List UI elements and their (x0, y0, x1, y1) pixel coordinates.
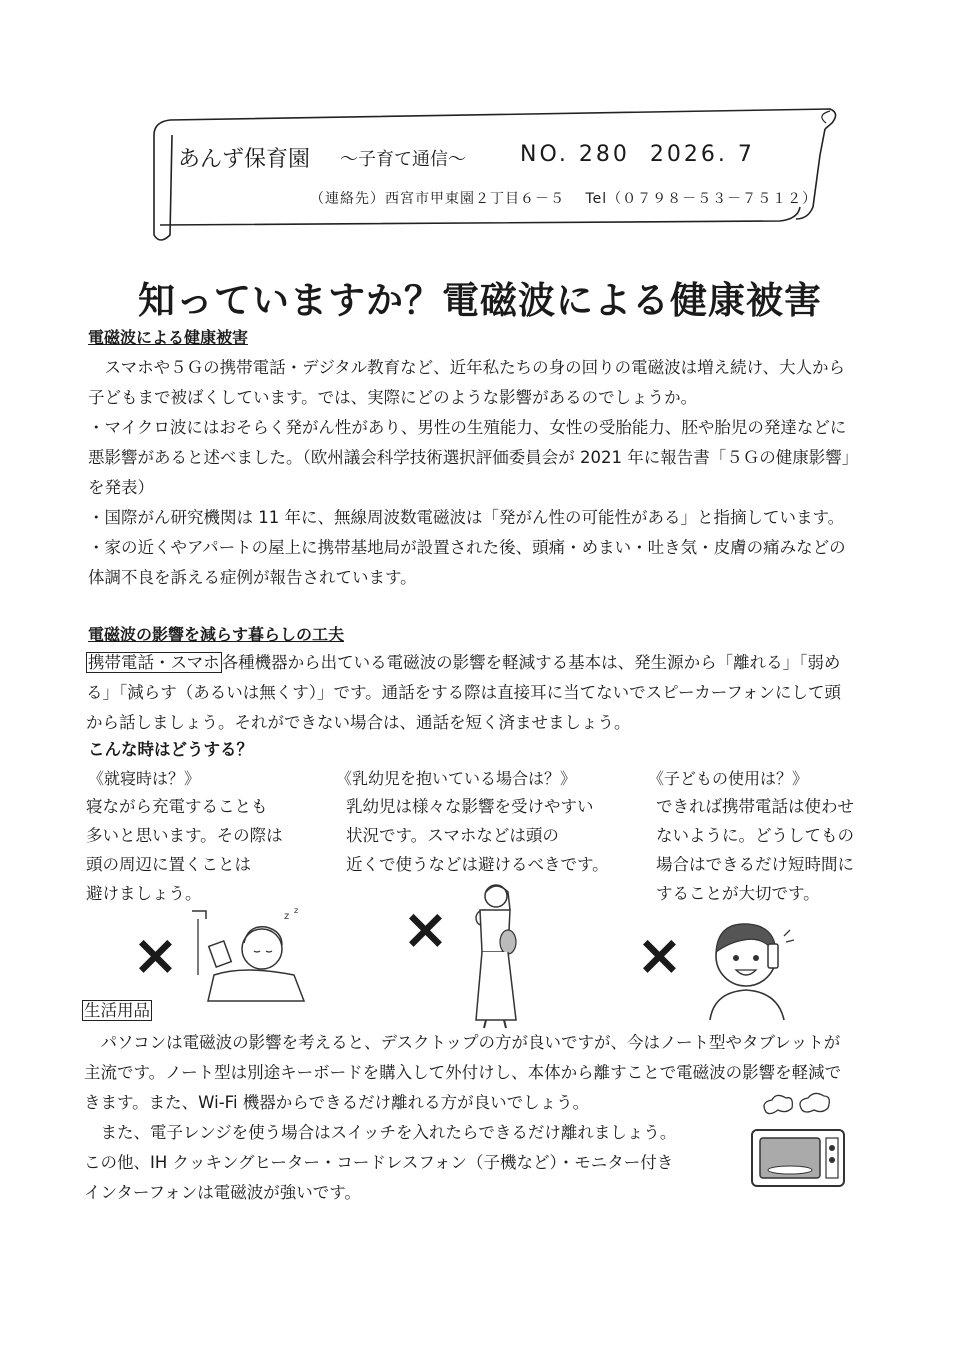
section1-body (88, 353, 858, 593)
section3-line: この他、IH クッキングヒーター・コードレスフォン（子機など）・モニター付き (84, 1153, 674, 1172)
svg-text:z: z (294, 906, 299, 915)
section2-subheading: こんな時はどうする？ (88, 740, 253, 759)
col-sleep-line: 寝ながら充電することも (86, 797, 268, 816)
newsletter-subtitle: ～子育て通信～ (340, 149, 466, 170)
col-child-line: することが大切です。 (656, 884, 820, 903)
section3-line: 主流です。ノート型は別途キーボードを購入して外付けし、本体から離すことで電磁波の影響を軽減で (84, 1063, 842, 1082)
section1-line: ・国際がん研究機関は 11 年に、無線周波数電磁波は「発がん性の可能性がある」と指摘しています。 (88, 508, 845, 527)
col-child-heading: 《子どもの使用は？》 (648, 769, 809, 788)
svg-text:z: z (284, 911, 290, 922)
daily-goods-box-label: 生活用品 (84, 1001, 150, 1020)
x-mark-child: × (636, 923, 683, 988)
contact-info: （連絡先）西宮市甲東園２丁目６－５ Tel（０７９８－５３－７５１２） (310, 191, 818, 207)
phone-box-label: 携帯電話・スマホ (88, 653, 220, 672)
section2-line (86, 648, 841, 678)
x-mark-sleep: × (132, 923, 179, 988)
col-sleep-line: 頭の周辺に置くことは (86, 855, 251, 874)
col-child-line: できれば携帯電話は使わせ (656, 797, 854, 816)
col-baby-line: 乳幼児は様々な影響を受けやすい (346, 797, 594, 816)
col-baby-text (346, 792, 609, 879)
section3-line: パソコンは電磁波の影響を考えると、デスクトップの方が良いですが、今はノート型やタブレットが (84, 1033, 841, 1052)
issue-number: NO. 280 (520, 142, 630, 167)
col-child-line: ないように。どうしてもの (656, 826, 854, 845)
col-sleep-text (86, 792, 283, 908)
section1-line: 子どもまで被ばくしています。では、実際にどのような影響があるのでしょうか。 (88, 388, 698, 407)
section1-heading: 電磁波による健康被害 (88, 328, 249, 347)
woman-holding-baby-illustration (466, 880, 526, 1030)
x-mark-baby: × (402, 897, 449, 962)
section2-heading: 電磁波の影響を減らす暮らしの工夫 (88, 625, 345, 644)
section1-line: 体調不良を訴える症例が報告されています。 (88, 568, 417, 587)
col-sleep-line: 避けましょう。 (86, 884, 202, 903)
section3-line: きます。また、Wi-Fi 機器からできるだけ離れる方が良いでしょう。 (84, 1093, 590, 1112)
col-child-text (656, 792, 854, 908)
section1-line: ・家の近くやアパートの屋上に携帯基地局が設置された後、頭痛・めまい・吐き気・皮膚の痛みなどの (88, 538, 846, 557)
section3-line: また、電子レンジを使う場合はスイッチを入れたらできるだけ離れましょう。 (84, 1123, 677, 1142)
col-sleep-line: 多いと思います。その際は (86, 826, 283, 845)
section1-line: ・マイクロ波にはおそらく発がん性があり、男性の生殖能力、女性の受胎能力、胚や胎児の発達などに (88, 418, 847, 437)
page-title: 知っていますか？電磁波による健康被害 (138, 279, 822, 322)
section2-line1-rest: 各種機器から出ている電磁波の影響を軽減する基本は、発生源から「離れる」「弱め (221, 653, 841, 672)
col-child-line: 場合はできるだけ短時間に (656, 855, 854, 874)
section1-line: 悪影響があると述べました。（欧州議会科学技術選択評価委員会が 2021 年に報告書「５Ｇの健康影響」 (88, 448, 859, 467)
sleeping-child-illustration (184, 905, 314, 1005)
section3-heading (82, 996, 152, 1026)
nursery-name: あんず保育園 (178, 147, 311, 172)
col-baby-line: 状況です。スマホなどは頭の (346, 826, 559, 845)
section3-body (84, 1028, 841, 1208)
microwave-illustration (748, 1090, 848, 1190)
section1-line: を発表） (88, 478, 154, 497)
col-baby-line: 近くで使うなどは避けるべきです。 (346, 855, 609, 874)
col-baby-heading: 《乳幼児を抱いている場合は？》 (336, 769, 577, 788)
section2-body (86, 648, 841, 738)
section3-line: インターフォンは電磁波が強いです。 (84, 1183, 361, 1202)
section2-line: る」「減らす（あるいは無くす）」です。通話をする際は直接耳に当てないでスピーカーフォンにして頭 (86, 683, 842, 702)
issue-number-date (520, 142, 755, 167)
section1-line: スマホや５Ｇの携帯電話・デジタル教育など、近年私たちの身の回りの電磁波は増え続け、大人から (88, 358, 846, 377)
child-with-phone-illustration (700, 912, 820, 1022)
issue-date: 2026. 7 (649, 142, 755, 167)
col-sleep-heading: 《就寝時は？》 (88, 769, 201, 788)
section2-line: から話しましょう。それができない場合は、通話を短く済ませましょう。 (86, 713, 631, 732)
